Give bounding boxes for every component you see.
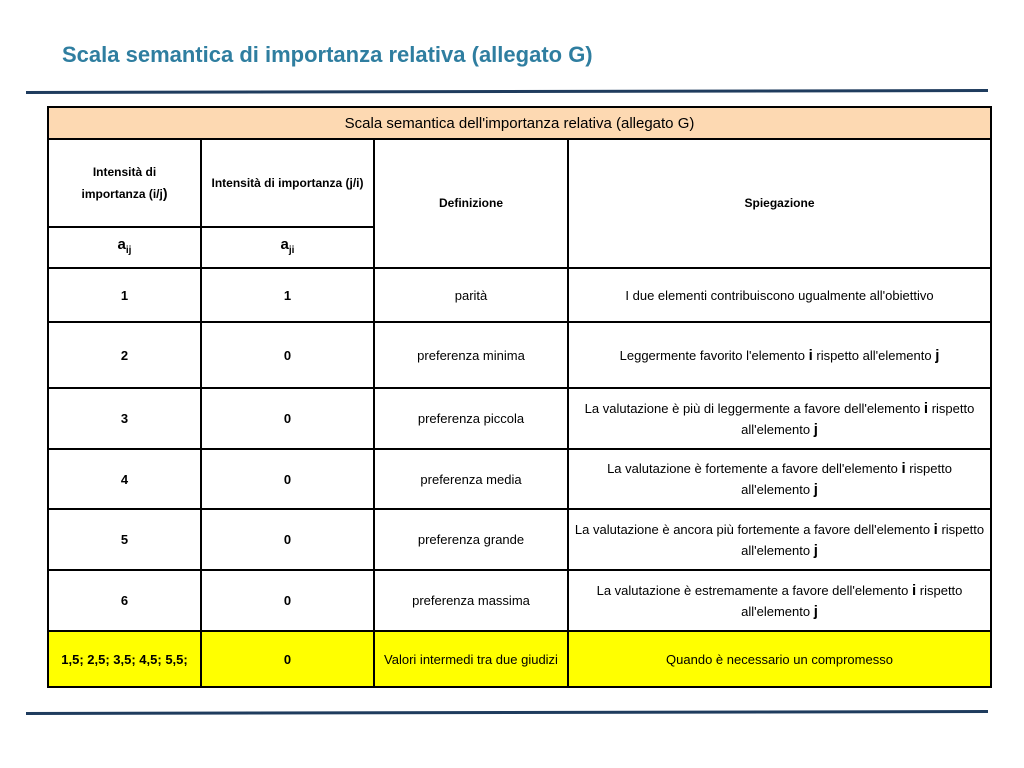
top-divider-line bbox=[26, 89, 988, 94]
cell-explanation: La valutazione è più di leggermente a favore dell'elemento i rispetto all'elemento j bbox=[568, 388, 991, 449]
cell-definition: preferenza piccola bbox=[374, 388, 568, 449]
cell-aij: 1 bbox=[48, 268, 201, 322]
cell-aij: 6 bbox=[48, 570, 201, 631]
cell-definition: preferenza grande bbox=[374, 509, 568, 570]
cell-aji: 0 bbox=[201, 388, 374, 449]
slide-title: Scala semantica di importanza relativa (allegato G) bbox=[62, 42, 593, 67]
cell-explanation: I due elementi contribuiscono ugualmente all'obiettivo bbox=[568, 268, 991, 322]
cell-aji: 0 bbox=[201, 570, 374, 631]
cell-definition: preferenza media bbox=[374, 449, 568, 509]
cell-explanation: La valutazione è fortemente a favore dell'elemento i rispetto all'elemento j bbox=[568, 449, 991, 509]
cell-aji: 0 bbox=[201, 631, 374, 687]
table-row bbox=[48, 449, 991, 509]
cell-aji: 0 bbox=[201, 449, 374, 509]
cell-aij: 1,5; 2,5; 3,5; 4,5; 5,5; bbox=[48, 631, 201, 687]
cell-definition: preferenza massima bbox=[374, 570, 568, 631]
cell-aji: 0 bbox=[201, 509, 374, 570]
header-intensity-ji: Intensità di importanza (j/i) bbox=[201, 139, 374, 227]
cell-aji: 0 bbox=[201, 322, 374, 388]
header-aij-symbol: $a_{ij}$ bbox=[48, 227, 201, 268]
header-definition: Definizione bbox=[374, 139, 568, 268]
table-row bbox=[48, 631, 991, 687]
table-row bbox=[48, 570, 991, 631]
table-row bbox=[48, 509, 991, 570]
cell-aij: 2 bbox=[48, 322, 201, 388]
cell-aij: 5 bbox=[48, 509, 201, 570]
table-row bbox=[48, 268, 991, 322]
cell-definition: Valori intermedi tra due giudizi bbox=[374, 631, 568, 687]
cell-explanation: Leggermente favorito l'elemento i rispetto all'elemento j bbox=[568, 322, 991, 388]
header-explanation: Spiegazione bbox=[568, 139, 991, 268]
cell-definition: parità bbox=[374, 268, 568, 322]
header-intensity-ij: Intensità di importanza (i/j) bbox=[48, 139, 201, 227]
cell-explanation: La valutazione è ancora più fortemente a favore dell'elemento i rispetto all'elemento j bbox=[568, 509, 991, 570]
cell-aij: 3 bbox=[48, 388, 201, 449]
bottom-divider-line bbox=[26, 710, 988, 715]
cell-explanation: Quando è necessario un compromesso bbox=[568, 631, 991, 687]
importance-scale-table bbox=[47, 106, 992, 688]
cell-aij: 4 bbox=[48, 449, 201, 509]
table-caption: Scala semantica dell'importanza relativa (allegato G) bbox=[48, 107, 991, 139]
cell-aji: 1 bbox=[201, 268, 374, 322]
table-row bbox=[48, 388, 991, 449]
cell-definition: preferenza minima bbox=[374, 322, 568, 388]
table-row bbox=[48, 322, 991, 388]
cell-explanation: La valutazione è estremamente a favore dell'elemento i rispetto all'elemento j bbox=[568, 570, 991, 631]
header-aji-symbol: $a_{ji}$ bbox=[201, 227, 374, 268]
